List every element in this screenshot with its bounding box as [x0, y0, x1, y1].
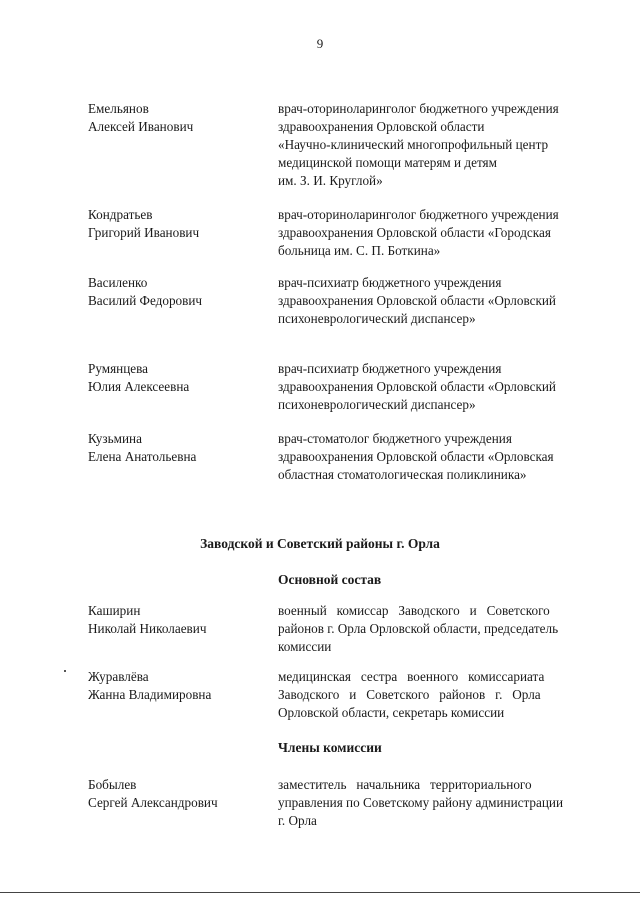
person-position: [278, 602, 610, 656]
page-number: 9: [316, 36, 324, 51]
person-name: [88, 100, 268, 136]
person-name: [88, 360, 268, 396]
position-line: здравоохранения Орловской области «Орловский: [278, 379, 556, 394]
position-line: управления по Советскому району администрации: [278, 795, 564, 810]
position-line: врач-психиатр бюджетного учреждения: [278, 361, 502, 376]
surname: Василенко: [88, 275, 148, 290]
position-line: медицинская сестра военного комиссариата: [278, 669, 545, 684]
surname: Журавлёва: [88, 669, 149, 684]
members-heading: Члены комиссии: [278, 740, 382, 755]
person-position: [278, 206, 610, 260]
given-names: Василий Федорович: [88, 293, 203, 308]
given-names: Николай Николаевич: [88, 621, 207, 636]
given-names: Елена Анатольевна: [88, 449, 197, 464]
section-title: Заводской и Советский районы г. Орла: [200, 536, 440, 551]
main-composition-heading: Основной состав: [278, 572, 382, 587]
surname: Кузьмина: [88, 431, 142, 446]
given-names: Сергей Александрович: [88, 795, 218, 810]
person-name: [88, 602, 268, 638]
person-position: [278, 274, 610, 328]
position-line: врач-стоматолог бюджетного учреждения: [278, 431, 512, 446]
surname: Румянцева: [88, 361, 149, 376]
person-name: [88, 206, 268, 242]
scan-speck: [64, 670, 66, 672]
person-name: [88, 430, 268, 466]
position-line: здравоохранения Орловской области «Городская: [278, 225, 551, 240]
position-line: врач-психиатр бюджетного учреждения: [278, 275, 502, 290]
position-line: медицинской помощи матерям и детям: [278, 155, 497, 170]
position-line: г. Орла: [278, 813, 317, 828]
position-line: заместитель начальника территориального: [278, 777, 532, 792]
page-bottom-rule: [0, 892, 640, 893]
position-line: «Научно-клинический многопрофильный центр: [278, 137, 549, 152]
given-names: Жанна Владимировна: [88, 687, 212, 702]
given-names: Алексей Иванович: [88, 119, 194, 134]
person-position: [278, 430, 610, 484]
given-names: Юлия Алексеевна: [88, 379, 190, 394]
position-line: врач-оториноларинголог бюджетного учреждения: [278, 207, 559, 222]
surname: Каширин: [88, 603, 141, 618]
position-line: здравоохранения Орловской области «Орловский: [278, 293, 556, 308]
given-names: Григорий Иванович: [88, 225, 200, 240]
position-line: психоневрологический диспансер»: [278, 397, 476, 412]
position-line: районов г. Орла Орловской области, председатель: [278, 621, 559, 636]
position-line: военный комиссар Заводского и Советского: [278, 603, 550, 618]
person-position: [278, 360, 610, 414]
person-name: [88, 274, 268, 310]
position-line: больница им. С. П. Боткина»: [278, 243, 441, 258]
position-line: Орловской области, секретарь комиссии: [278, 705, 505, 720]
surname: Кондратьев: [88, 207, 153, 222]
position-line: им. З. И. Круглой»: [278, 173, 383, 188]
position-line: здравоохранения Орловской области: [278, 119, 485, 134]
position-line: комиссии: [278, 639, 332, 654]
person-position: [278, 776, 610, 830]
position-line: психоневрологический диспансер»: [278, 311, 476, 326]
person-name: [88, 668, 268, 704]
surname: Емельянов: [88, 101, 149, 116]
position-line: здравоохранения Орловской области «Орловская: [278, 449, 554, 464]
person-position: [278, 100, 610, 190]
surname: Бобылев: [88, 777, 137, 792]
person-name: [88, 776, 268, 812]
person-position: [278, 668, 610, 722]
position-line: Заводского и Советского районов г. Орла: [278, 687, 541, 702]
position-line: областная стоматологическая поликлиника»: [278, 467, 527, 482]
position-line: врач-оториноларинголог бюджетного учреждения: [278, 101, 559, 116]
